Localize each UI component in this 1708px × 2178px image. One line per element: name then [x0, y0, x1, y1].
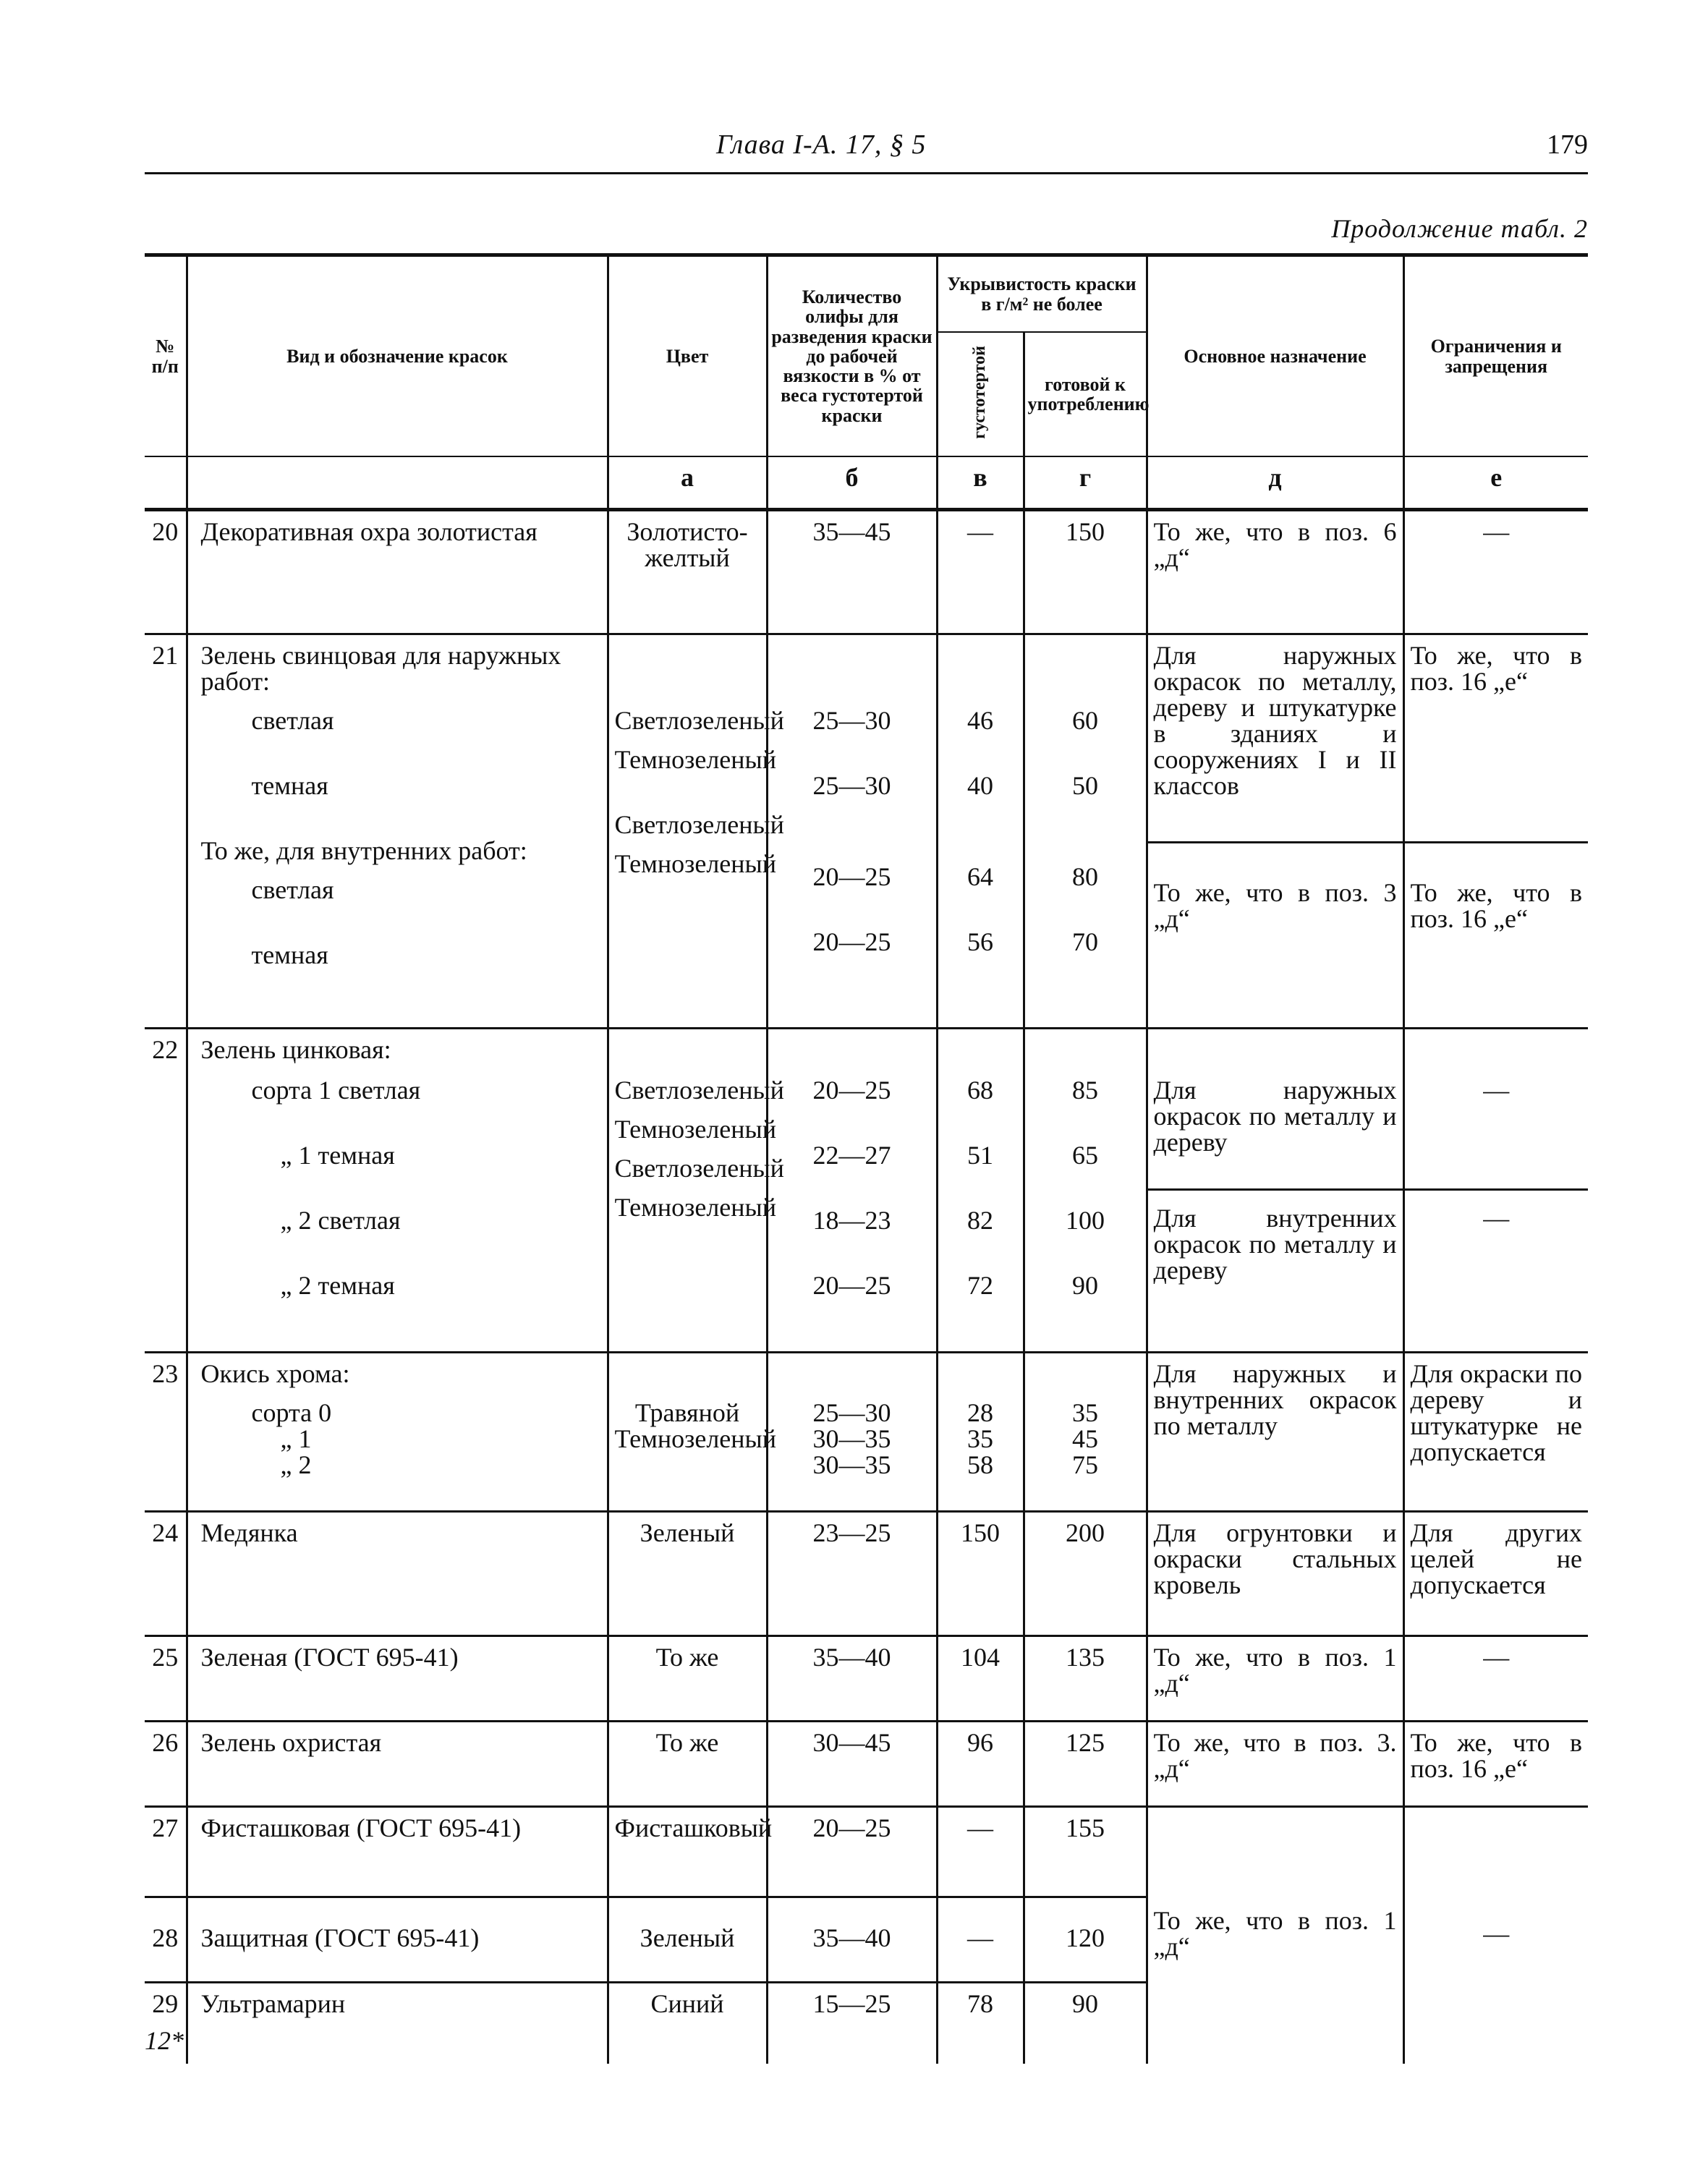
olifa-value: 23—25 [767, 1512, 937, 1636]
limits-text: — [1403, 510, 1588, 634]
variant-name: темная [251, 771, 328, 800]
paint-color: Золотисто-желтый [608, 510, 767, 634]
paint-name: Зелень свинцовая для наружных работ: [200, 641, 561, 696]
limits-text: — [1403, 1636, 1588, 1722]
olifa-group: 25—30 25—30 20—25 20—25 [767, 634, 937, 1029]
table-row [145, 1353, 1588, 1512]
olifa-group: 20—25 22—27 18—23 20—25 [767, 1029, 937, 1353]
table-row [145, 1807, 1588, 1897]
table-row [145, 634, 1588, 1029]
paint-color: Зеленый [608, 1897, 767, 1983]
thick-value: 104 [937, 1636, 1024, 1722]
olifa-value: 35—40 [767, 1636, 937, 1722]
letter-a: а [608, 456, 767, 510]
paint-name: Медянка [187, 1512, 608, 1636]
row-number: 24 [145, 1512, 187, 1636]
purpose-text: Для огрунтовки и окраски стальных кровель [1147, 1512, 1403, 1636]
purpose-group: Для наружных окрасок по металлу и дереву Для внутренних окрасок по металлу и дереву [1147, 1029, 1403, 1353]
paint-color-group: Травяной Темнозеленый [608, 1353, 767, 1512]
header-limits: Ограничения и запрещения [1403, 255, 1588, 457]
row-number: 25 [145, 1636, 187, 1722]
header-thick: густотертой [937, 332, 1024, 456]
paint-color: То же [608, 1722, 767, 1807]
thick-value: 78 [937, 1983, 1024, 2064]
ready-value: 120 [1024, 1897, 1147, 1983]
thick-value: 96 [937, 1722, 1024, 1807]
paint-name: Окись хрома: [200, 1359, 350, 1388]
paint-color: Синий [608, 1983, 767, 2064]
header-olifa: Количество олифы для разведения краски до рабочей вязкости в % от веса густотертой краски [767, 255, 937, 457]
table-row [145, 1722, 1588, 1807]
limits-group: — — [1403, 1029, 1588, 1353]
olifa-value: 35—45 [767, 510, 937, 634]
ready-value: 200 [1024, 1512, 1147, 1636]
ready-group: 35 45 75 [1024, 1353, 1147, 1512]
olifa-value: 35—40 [767, 1897, 937, 1983]
paint-name: Зелень охристая [187, 1722, 608, 1807]
header-purpose: Основное назначение [1147, 255, 1403, 457]
thick-group: 68 51 82 72 [937, 1029, 1024, 1353]
row-number: 29 [145, 1983, 187, 2064]
letter-d: д [1147, 456, 1403, 510]
paint-name-group: Зелень цинковая: сорта 1 светлая „ 1 темная „ 2 светлая „ 2 темная [187, 1029, 608, 1353]
purpose-text: То же, что в поз. 3. „д“ [1147, 1722, 1403, 1807]
row-number: 26 [145, 1722, 187, 1807]
thick-group: 28 35 58 [937, 1353, 1024, 1512]
paint-name-group: Окись хрома: сорта 0 „ 1 „ 2 [187, 1353, 608, 1512]
paint-name: Ультрамарин [187, 1983, 608, 2064]
limits-text: Для других целей не допускается [1403, 1512, 1588, 1636]
ready-value: 90 [1024, 1983, 1147, 2064]
ready-value: 135 [1024, 1636, 1147, 1722]
paint-name: Декоративная охра золотистая [187, 510, 608, 634]
header-coverage: Укрывистость краски в г/м² не более [937, 255, 1147, 333]
ready-value: 125 [1024, 1722, 1147, 1807]
ready-group: 60 50 80 70 [1024, 634, 1147, 1029]
letter-g: г [1024, 456, 1147, 510]
signature-mark: 12* [145, 2026, 184, 2055]
paint-name: Зелень цинковая: [200, 1035, 391, 1064]
ready-group: 85 65 100 90 [1024, 1029, 1147, 1353]
limits-text: То же, что в поз. 16 „е“ [1403, 1722, 1588, 1807]
purpose-text: Для наружных и внутренних окрасок по металлу [1147, 1353, 1403, 1512]
purpose-text: То же, что в поз. 6 „д“ [1147, 510, 1403, 634]
paint-name: Защитная (ГОСТ 695-41) [187, 1897, 608, 1983]
olifa-value: 20—25 [767, 1807, 937, 1897]
limits-text: Для окраски по дереву и штукатурке не допускается [1403, 1353, 1588, 1512]
row-number: 28 [145, 1897, 187, 1983]
row-number: 27 [145, 1807, 187, 1897]
paint-color: То же [608, 1636, 767, 1722]
page-number: 179 [1547, 129, 1588, 160]
olifa-group: 25—30 30—35 30—35 [767, 1353, 937, 1512]
purpose-text: То же, что в поз. 1 „д“ [1147, 1807, 1403, 2064]
ready-value: 155 [1024, 1807, 1147, 1897]
paint-name-group [187, 634, 608, 1029]
ready-value: 150 [1024, 510, 1147, 634]
header-name: Вид и обозначение красок [187, 255, 608, 457]
thick-value: 150 [937, 1512, 1024, 1636]
table-row [145, 510, 1588, 634]
thick-value: — [937, 510, 1024, 634]
olifa-value: 30—45 [767, 1722, 937, 1807]
letter-v: в [937, 456, 1024, 510]
paint-name: Зеленая (ГОСТ 695-41) [187, 1636, 608, 1722]
variant-name: светлая [251, 875, 334, 904]
paint-color-group: Светлозеленый Темнозеленый Светлозеленый Темнозеленый [608, 634, 767, 1029]
paint-name: То же, для внутренних работ: [200, 836, 527, 865]
row-number: 20 [145, 510, 187, 634]
chapter-title: Глава I-A. 17, § 5 [716, 129, 927, 160]
header-color: Цвет [608, 255, 767, 457]
letter-b: б [767, 456, 937, 510]
thick-value: — [937, 1807, 1024, 1897]
purpose-text: То же, что в поз. 1 „д“ [1147, 1636, 1403, 1722]
header-ready: готовой к употреблению [1024, 332, 1147, 456]
thick-group: 46 40 64 56 [937, 634, 1024, 1029]
table-row [145, 1512, 1588, 1636]
paint-color: Зеленый [608, 1512, 767, 1636]
paint-color: Фисташковый [608, 1807, 767, 1897]
limits-text: — [1403, 1807, 1588, 2064]
paint-color-group: Светлозеленый Темнозеленый Светлозеленый Темнозеленый [608, 1029, 767, 1353]
thick-value: — [937, 1897, 1024, 1983]
page-header [145, 129, 1588, 174]
row-number: 22 [145, 1029, 187, 1353]
paint-table [145, 253, 1588, 2064]
table-continuation-label: Продолжение табл. 2 [1331, 214, 1588, 243]
variant-name: светлая [251, 706, 334, 735]
variant-name: темная [251, 940, 328, 969]
purpose-group: Для наружных окрасок по металлу, дереву и штукатурке в зданиях и сооружениях I и II классов То же, что в поз. 3 „д“ [1147, 634, 1403, 1029]
header-num: № п/п [145, 255, 187, 457]
table-row [145, 1636, 1588, 1722]
limits-group: То же, что в поз. 16 „е“ То же, что в поз. 16 „е“ [1403, 634, 1588, 1029]
table-row [145, 1029, 1588, 1353]
paint-name: Фисташковая (ГОСТ 695-41) [187, 1807, 608, 1897]
letter-e: е [1403, 456, 1588, 510]
row-number: 21 [145, 634, 187, 1029]
olifa-value: 15—25 [767, 1983, 937, 2064]
row-number: 23 [145, 1353, 187, 1512]
